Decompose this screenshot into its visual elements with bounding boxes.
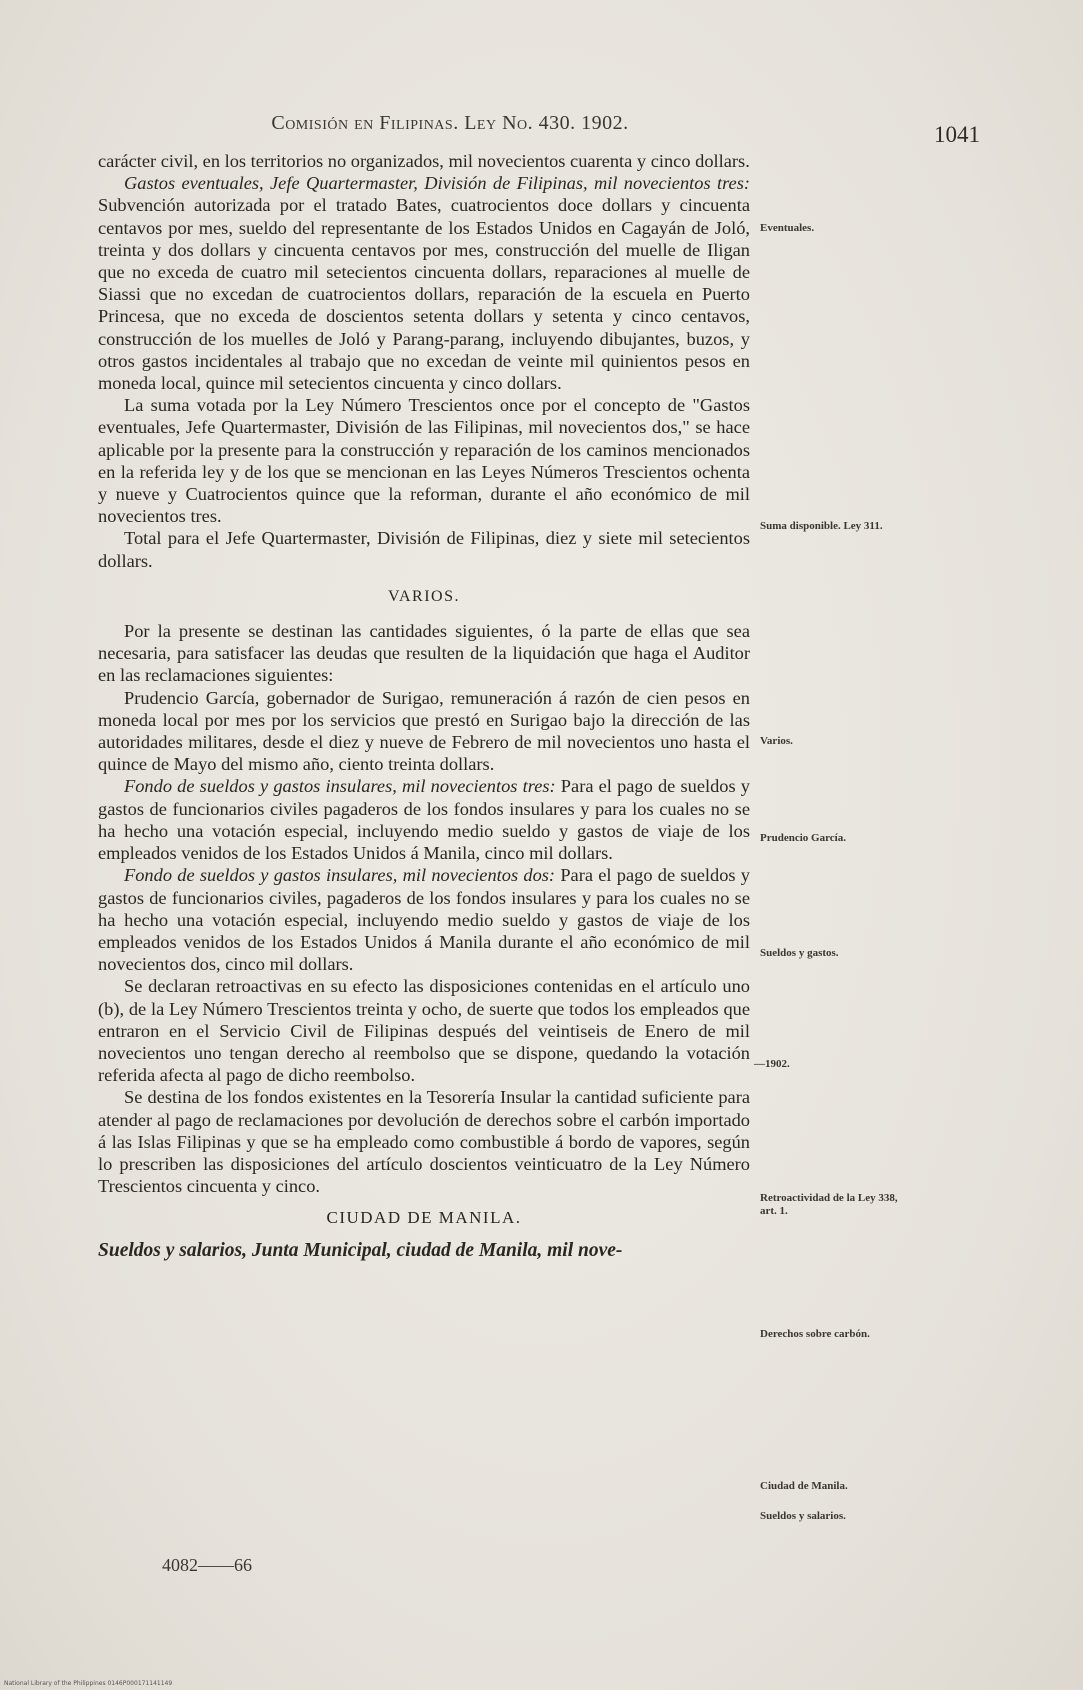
- paragraph: [98, 1240, 750, 1262]
- paragraph: Por la presente se destinan las cantidades siguientes, ó la parte de ellas que sea necesaria, para satisfacer las deudas que resulten de la liquidación que haga el Auditor en las reclamaciones siguientes:: [98, 621, 750, 686]
- paragraph: Total para el Jefe Quartermaster, División de Filipinas, diez y siete mil setecientos dollars.: [98, 528, 750, 571]
- printer-signature: 4082——66: [162, 1555, 252, 1575]
- running-header: Comisión en Filipinas. Ley No. 430. 1902.: [271, 112, 629, 134]
- margin-note-prudencio: Prudencio García.: [760, 832, 846, 844]
- paragraph: Se declaran retroactivas en su efecto las disposiciones contenidas en el artículo uno (b), de la Ley Número Trescientos treinta y ocho, de suerte que todos los empleados que entraron en el Servicio Civil de Filipinas después del veintiseis de Enero de mil novecientos uno tengan derecho al reembolso que se dispone, quedando la votación referida afecta al pago de dicho reembolso.: [98, 976, 750, 1086]
- paragraph: carácter civil, en los territorios no organizados, mil novecientos cuarenta y cinco dollars.: [98, 151, 750, 171]
- paragraph-text: Para el pago de sueldos y gastos de funcionarios civiles, pagaderos de los fondos insulares y para los cuales no se ha hecho una votación especial, incluyendo medio sueldo y gastos de viaje de los empleados venidos de los Estados Unidos á Manila durante el año económico de mil novecientos dos, cinco mil dollars.: [98, 865, 750, 975]
- page-number: 1041: [934, 122, 980, 147]
- paragraph: [98, 864, 750, 975]
- margin-note-sueldos-gastos: Sueldos y gastos.: [760, 947, 839, 959]
- section-heading-varios: VARIOS.: [388, 587, 460, 605]
- paragraph-heading: Gastos eventuales, Jefe Quartermaster, División de Filipinas, mil novecientos tres:: [124, 173, 750, 194]
- scan-credit: National Library of the Philippines 0146P000171141149: [4, 1680, 173, 1687]
- paragraph: Se destina de los fondos existentes en la Tesorería Insular la cantidad suficiente para atender al pago de reclamaciones por devolución de derechos sobre el carbón importado á las Islas Filipinas y que se ha empleado como combustible á bordo de vapores, según lo prescriben las disposiciones del artículo doscientos veinticuatro de la Ley Número Trescientos cincuenta y cinco.: [98, 1087, 750, 1197]
- paragraph-heading: Fondo de sueldos y gastos insulares, mil novecientos dos:: [124, 865, 556, 886]
- margin-note-varios: Varios.: [760, 735, 793, 747]
- paragraph: Prudencio García, gobernador de Surigao, remuneración á razón de cien pesos en moneda local por mes por los servicios que prestó en Surigao bajo la dirección de las autoridades militares, desde el diez y nueve de Febrero de mil novecientos uno hasta el quince de Mayo del mismo año, ciento treinta dollars.: [98, 687, 750, 775]
- paragraph-text: Para el pago de sueldos y gastos de funcionarios civiles pagaderos de los fondos insulares y para los cuales no se ha hecho una votación especial, incluyendo medio sueldo y gastos de viaje de los empleados venidos de los Estados Unidos á Manila, cinco mil dollars.: [98, 776, 751, 864]
- paragraph: La suma votada por la Ley Número Trescientos once por el concepto de "Gastos eventuales, Jefe Quartermaster, División de las Filipinas, mil novecientos dos," se hace aplicable por la presente para la construcción y reparación de los caminos mencionados en la referida ley y de los que se mencionan en las Leyes Números Trescientos ochenta y nueve y Cuatrocientos quince que la reforman, durante el año económico de mil novecientos tres.: [98, 395, 750, 527]
- margin-note-retroactividad: Retroactividad de la Ley 338, art. 1.: [760, 1192, 898, 1217]
- margin-note-suma-disponible: Suma disponible. Ley 311.: [760, 520, 883, 532]
- paragraph: [98, 172, 750, 394]
- margin-note-1902: —1902.: [754, 1058, 790, 1070]
- margin-note-sueldos-salarios: Sueldos y salarios.: [760, 1510, 846, 1522]
- paragraph-heading: Sueldos y salarios, Junta Municipal, ciudad de Manila, mil nove-: [98, 1239, 623, 1261]
- body-text: [98, 150, 750, 1262]
- paragraph: [98, 775, 750, 864]
- margin-note-ciudad-manila: Ciudad de Manila.: [760, 1480, 848, 1492]
- paragraph-heading: Fondo de sueldos y gastos insulares, mil novecientos tres:: [124, 776, 556, 797]
- margin-note-derechos-carbon: Derechos sobre carbón.: [760, 1328, 870, 1340]
- section-heading-ciudad: CIUDAD DE MANILA.: [326, 1208, 522, 1228]
- margin-note-eventuales: Eventuales.: [760, 222, 815, 234]
- paragraph-text: Subvención autorizada por el tratado Bates, cuatrocientos doce dollars y cincuenta centavos por mes, sueldo del representante de los Estados Unidos en Cagayán de Joló, treinta y dos dollars y cincuenta centavos por mes, construcción del muelle de Iligan que no exceda de cuatro mil setecientos cincuenta dollars, reparaciones al muelle de Siassi que no excedan de cuatrocientos dollars, reparación de la escuela en Puerto Princesa, que no exceda de doscientos setenta dollars y setenta y cinco centavos, construcción de los muelles de Joló y Parang-parang, incluyendo dibujantes, buzos, y otros gastos incidentales al trabajo que no excedan de veinte mil quinientos pesos en moneda local, quince mil setecientos cincuenta y cinco dollars.: [98, 195, 750, 394]
